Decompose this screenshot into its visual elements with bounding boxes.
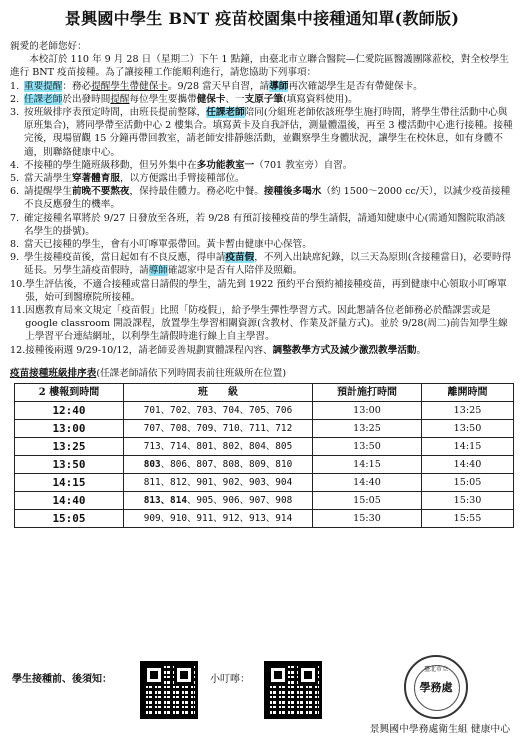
qr-code-reminder[interactable] [264, 661, 322, 719]
table-header-row [15, 384, 514, 402]
footer [0, 655, 524, 737]
table-row: 13:25 713、714、801、802、804、805 13:50 14:15 [15, 438, 514, 456]
table-row: 14:40 813、814、905、906、907、908 15:05 15:30 [15, 492, 514, 510]
list-item: 12. 接種後兩週 9/29-10/12，請老師妥善規劃實體課程內容、調整教學方式及減少激烈教學活動。 [10, 344, 427, 356]
table-row: 13:50 803、806、807、808、809、810 14:15 14:40 [15, 456, 514, 474]
intro-paragraph: 本校訂於 110 年 9 月 28 日（星期二）下午 1 點鐘，由臺北市立聯合醫院—仁愛院區醫護團隊蒞校，對全校學生進行 BNT 疫苗接種。為了讓接種工作能順利進行，請您協助下列事項： [10, 54, 509, 79]
qr-label-guidelines: 學生接種前、後須知： [12, 674, 112, 685]
list-item: 3. 按班級排序表預定時間，由班長提前整隊，任課老師陪同(分組班老師依該班學生施打時間，將學生帶往活動中心與原班集合)，將同學帶至活動中心 2 樓集合。填寫黃卡及自我評估，測量體溫後，再至 3 樓活動中心進行接種。接種完後，現場留觀 15 分鐘再帶回教室，請老師安排靜態活動，並觀察學生身體狀況，讓學生在校休息，如有身體不適，則聯絡健康中心。 [10, 107, 513, 158]
table-row: 12:40 701、702、703、704、705、706 13:00 13:25 [15, 402, 514, 420]
signature-line: 景興國中學務處衛生組 健康中心 [369, 724, 510, 735]
list-item: 1. 重要提醒：務必提醒學生帶健保卡。9/28 當天早自習，請導師再次確認學生是否有帶健保卡。 [10, 80, 423, 92]
schedule-heading: 疫苗接種班級排序表(任課老師請依下列時間表前往班級所在位置) [10, 367, 287, 379]
table-row: 14:15 811、812、901、902、903、904 14:40 15:05 [15, 474, 514, 492]
office-seal-stamp: 臺北市立 學務處 [404, 655, 468, 719]
column-header: 班 級 [124, 384, 313, 402]
column-header: 預計施打時間 [313, 384, 422, 402]
list-item: 7. 確定接種名單將於 9/27 日發放至各班，若 9/28 有預訂接種疫苗的學生請假，請通知健康中心(需通知醫院取消該名學生的掛號)。 [10, 212, 506, 237]
list-item: 2. 任課老師於出發時間提醒每位學生要攜帶健保卡、一支原子筆(填寫資料使用)。 [10, 93, 358, 105]
list-item: 5. 當天請學生穿著體育服，以方便露出手臂接種部位。 [10, 173, 245, 185]
list-item: 10. 學生評估後，不適合接種或當日請假的學生，請先到 1922 預約平台預約補接種疫苗，再到健康中心領取小叮嚀單張，始可到醫療院所接種。 [10, 278, 507, 303]
table-row: 13:00 707、708、709、710、711、712 13:25 13:50 [15, 420, 514, 438]
list-item: 8. 當天已接種的學生，會有小叮嚀單張帶回。黃卡暫由健康中心保管。 [10, 239, 312, 251]
greeting: 親愛的老師您好： [10, 41, 87, 52]
list-item: 6. 請提醒學生前晚不要熬夜，保持最佳體力。務必吃中餐。接種後多喝水（約 1500～2000 cc/天），以減少疫苗接種不良反應發生的機率。 [10, 186, 511, 211]
schedule-table [14, 383, 514, 528]
list-item: 11. 因應教育局來文規定「疫苗假」比照「防疫假」，給予學生彈性學習方式。因此懇請各位老師務必於酷課雲或是 google classroom 開設課程，放置學生學習相關資源(含教材、作業及評量方式)。並於 9/28(周二)前告知學生線上學習平台連結網址，以利學生請假時進行線上自主學習。 [10, 305, 508, 343]
list-item: 4. 不接種的學生隨班級移動，但另外集中在多功能教室一（701 教室旁）自習。 [10, 159, 353, 171]
table-row: 15:05 909、910、911、912、913、914 15:30 15:55 [15, 510, 514, 528]
notice-list [10, 80, 514, 357]
qr-code-guidelines[interactable] [140, 661, 198, 719]
column-header: 2 樓報到時間 [15, 384, 124, 402]
column-header: 離開時間 [422, 384, 514, 402]
page-title: 景興國中學生 BNT 疫苗校園集中接種通知單(教師版) [64, 9, 460, 28]
list-item: 9. 學生接種疫苗後，當日起如有不良反應，得申請疫苗假，不列入出缺席紀錄，以三天為原則(含接種當日)，必要時得延長。另學生請疫苗假時，請導師確認家中是否有人陪伴及照顧。 [10, 252, 512, 277]
qr-label-reminder: 小叮嚀： [210, 674, 250, 685]
